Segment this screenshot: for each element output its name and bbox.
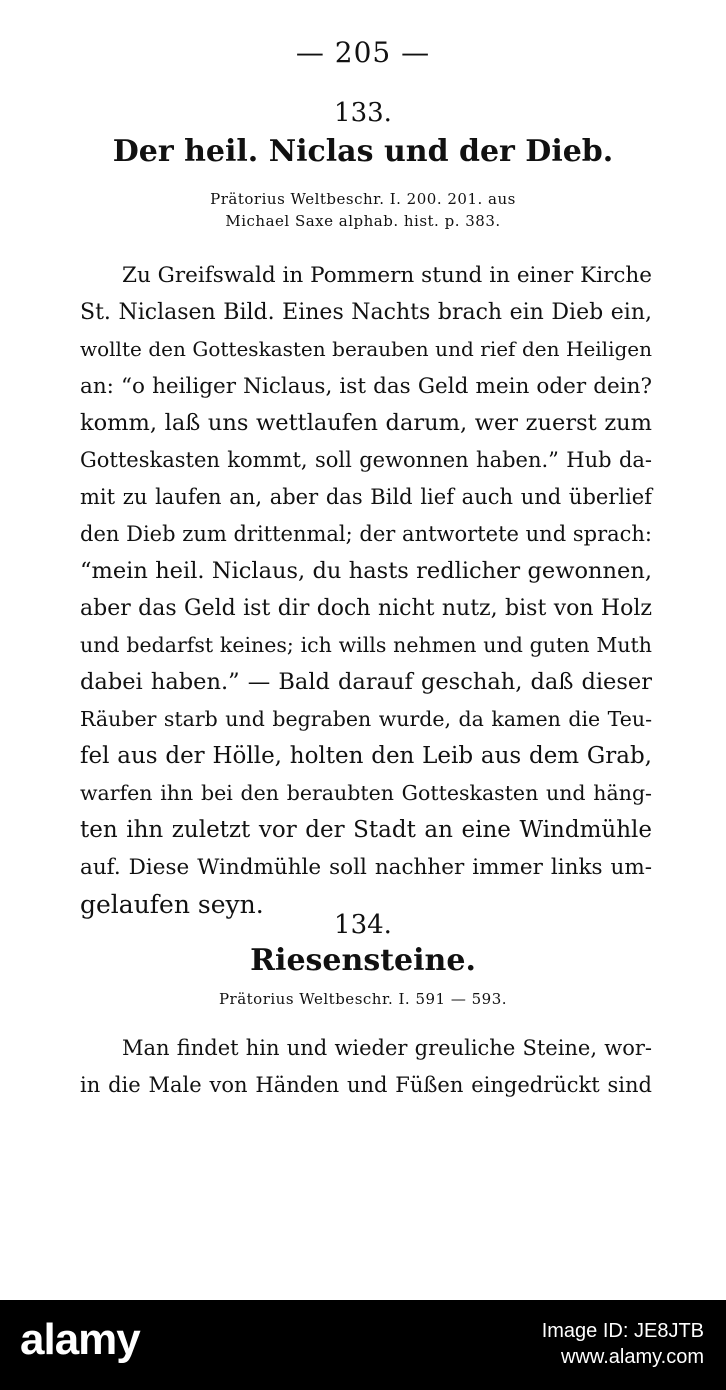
text-line: gelaufen seyn. (80, 890, 264, 919)
text-line: Man findet hin und wieder greuliche Steine, wor- (122, 1036, 652, 1060)
text-line: komm, laß uns wettlaufen darum, wer zuerst zum (80, 410, 652, 436)
text-line: an: “o heiliger Niclaus, ist das Geld mein oder dein? (80, 374, 652, 399)
source-line: Michael Saxe alphab. hist. p. 383. (225, 212, 501, 230)
section-133-title: Der heil. Niclas und der Dieb. (112, 134, 614, 169)
source-line: Prätorius Weltbeschr. I. 200. 201. aus (210, 190, 516, 208)
alamy-logo: alamy (20, 1315, 140, 1364)
section-133-body (80, 257, 652, 923)
text-line: St. Niclasen Bild. Eines Nachts brach ein Dieb ein, (80, 300, 652, 325)
image-id-info (542, 1318, 704, 1370)
alamy-url: www.alamy.com (561, 1346, 704, 1368)
text-line: fel aus der Hölle, holten den Leib aus dem Grab, (80, 743, 652, 769)
text-line: ten ihn zuletzt vor der Stadt an eine Windmühle (80, 817, 652, 843)
page-number: — 205 — (295, 36, 431, 69)
text-line: wollte den Gotteskasten berauben und rief den Heiligen (80, 337, 652, 361)
text-line: Zu Greifswald in Pommern stund in einer Kirche (122, 263, 652, 288)
text-line: mit zu laufen an, aber das Bild lief auch und überlief (80, 485, 652, 509)
section-134-title: Riesensteine. (250, 943, 476, 978)
section-134-body (80, 1030, 652, 1104)
section-133-source (0, 188, 726, 232)
text-line: und bedarfst keines; ich wills nehmen und guten Muth (80, 633, 652, 657)
text-line: “mein heil. Niclaus, du hasts redlicher gewonnen, (80, 558, 652, 584)
section-133-number: 133. (334, 98, 392, 128)
watermark-footer (0, 1300, 726, 1390)
text-line: aber das Geld ist dir doch nicht nutz, bist von Holz (80, 596, 652, 621)
section-134-source (0, 988, 726, 1010)
text-line: in die Male von Händen und Füßen eingedrückt sind (80, 1073, 652, 1097)
text-line: Räuber starb und begraben wurde, da kamen die Teu- (80, 707, 652, 731)
text-line: den Dieb zum drittenmal; der antwortete und sprach: (80, 522, 652, 546)
source-line: Prätorius Weltbeschr. I. 591 — 593. (218, 990, 508, 1008)
text-line: Gotteskasten kommt, soll gewonnen haben.” Hub da- (80, 448, 652, 472)
image-id: Image ID: JE8JTB (541, 1320, 704, 1342)
text-line: dabei haben.” — Bald darauf geschah, daß dieser (80, 669, 652, 695)
section-134-number: 134. (334, 910, 392, 940)
text-line: auf. Diese Windmühle soll nachher immer links um- (80, 855, 652, 880)
text-line: warfen ihn bei den beraubten Gotteskasten und häng- (80, 781, 652, 805)
